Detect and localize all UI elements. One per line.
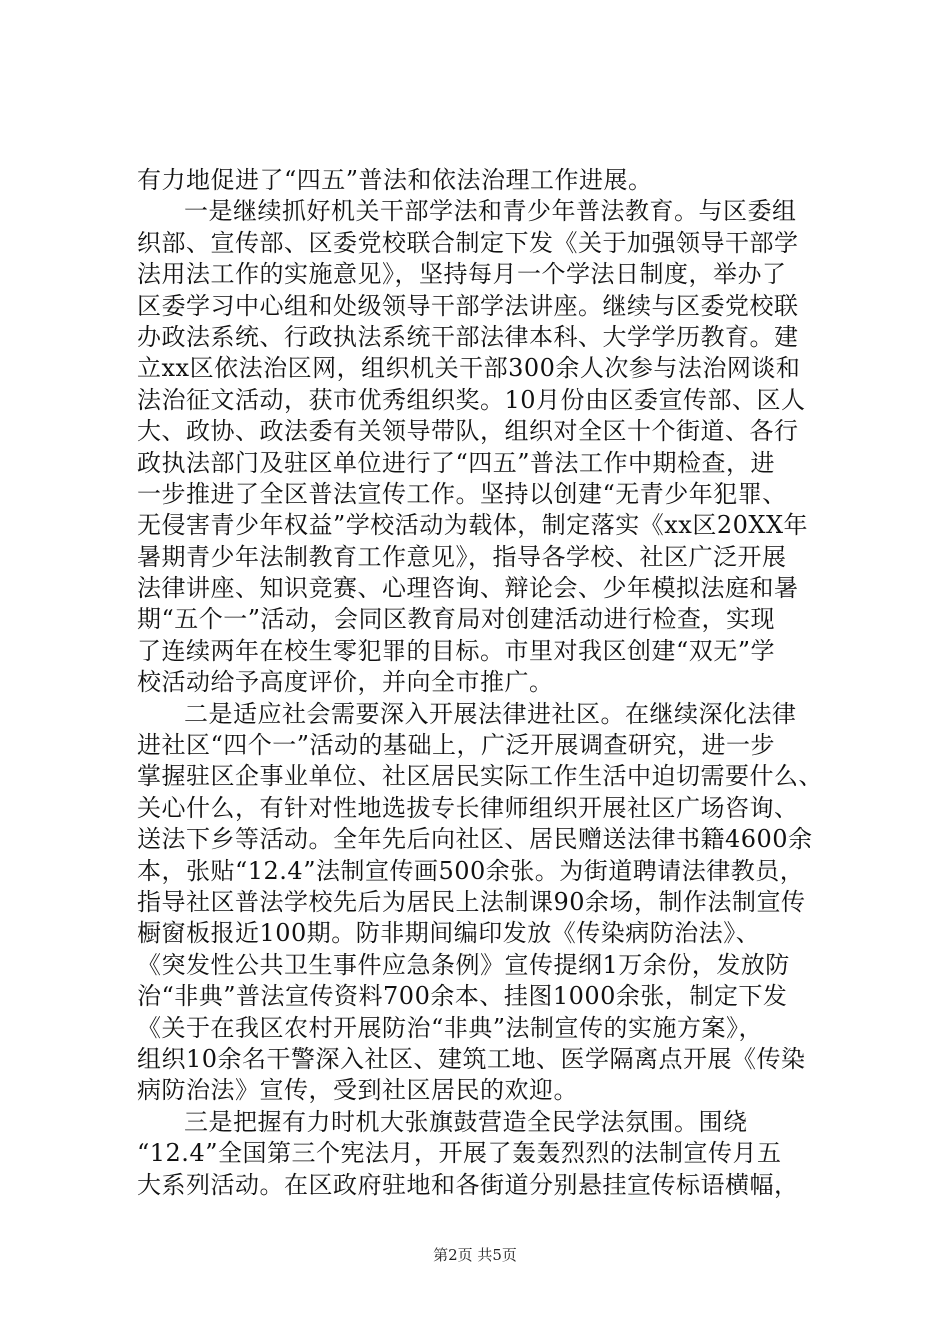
text-line: 法治征文活动，获市优秀组织奖。10月份由区委宣传部、区人 bbox=[137, 385, 806, 414]
text-line: 本，张贴“12.4”法制宣传画500余张。为街道聘请法律教员， bbox=[137, 856, 805, 885]
paragraph-start-line: 二是适应社会需要深入开展法律进社区。在继续深化法律 bbox=[184, 699, 797, 728]
text-line: 《突发性公共卫生事件应急条例》宣传提纲1万余份，发放防 bbox=[137, 950, 790, 979]
text-line: 法用法工作的实施意见》，坚持每月一个学法日制度，举办了 bbox=[137, 260, 787, 289]
text-line: 《关于在我区农村开展防治“非典”法制宣传的实施方案》， bbox=[137, 1013, 764, 1042]
paragraph-start-line: 三是把握有力时机大张旗鼓营造全民学法氛围。围绕 bbox=[184, 1107, 748, 1136]
text-line: 政执法部门及驻区单位进行了“四五”普法工作中期检查，进 bbox=[137, 448, 776, 477]
text-line: 送法下乡等活动。全年先后向社区、居民赠送法律书籍4600余 bbox=[137, 825, 813, 854]
text-line: 指导社区普法学校先后为居民上法制课90余场，制作法制宣传 bbox=[137, 887, 806, 916]
text-line: 无侵害青少年权益”学校活动为载体，制定落实《xx区20XX年 bbox=[137, 511, 809, 540]
text-line: 暑期青少年法制教育工作意见》，指导各学校、社区广泛开展 bbox=[137, 542, 787, 571]
text-line: 校活动给予高度评价，并向全市推广。 bbox=[137, 668, 554, 697]
text-line: 关心什么，有针对性地选拔专长律师组织开展社区广场咨询、 bbox=[137, 793, 799, 822]
text-line: 组织10余名干警深入社区、建筑工地、医学隔离点开展《传染 bbox=[137, 1044, 806, 1073]
body-text bbox=[137, 165, 837, 1201]
page-number-footer: 第2页 共5页 bbox=[433, 1246, 517, 1264]
text-line: 大系列活动。在区政府驻地和各街道分别悬挂宣传标语横幅， bbox=[137, 1170, 799, 1199]
text-line: 了连续两年在校生零犯罪的目标。市里对我区创建“双无”学 bbox=[137, 636, 776, 665]
text-line: 织部、宣传部、区委党校联合制定下发《关于加强领导干部学 bbox=[137, 228, 799, 257]
paragraph-start-line: 一是继续抓好机关干部学法和青少年普法教育。与区委组 bbox=[184, 197, 797, 226]
text-line: 治“非典”普法宣传资料700余本、挂图1000余张，制定下发 bbox=[137, 982, 788, 1011]
text-line: 大、政协、政法委有关领导带队，组织对全区十个街道、各行 bbox=[137, 417, 799, 446]
text-line: 办政法系统、行政执法系统干部法律本科、大学学历教育。建 bbox=[137, 322, 799, 351]
text-line: 期“五个一”活动，会同区教育局对创建活动进行检查，实现 bbox=[137, 605, 776, 634]
text-line: 区委学习中心组和处级领导干部学法讲座。继续与区委党校联 bbox=[137, 291, 799, 320]
text-line: 一步推进了全区普法宣传工作。坚持以创建“无青少年犯罪、 bbox=[137, 479, 787, 508]
text-line: 立xx区依法治区网，组织机关干部300余人次参与法治网谈和 bbox=[137, 354, 801, 383]
text-line: “12.4”全国第三个宪法月，开展了轰轰烈烈的法制宣传月五 bbox=[137, 1139, 782, 1168]
text-line: 法律讲座、知识竞赛、心理咨询、辩论会、少年模拟法庭和暑 bbox=[137, 574, 799, 603]
text-line: 病防治法》宣传，受到社区居民的欢迎。 bbox=[137, 1076, 578, 1105]
text-line: 橱窗板报近100期。防非期间编印发放《传染病防治法》、 bbox=[137, 919, 761, 948]
text-line: 有力地促进了“四五”普法和依法治理工作进展。 bbox=[137, 166, 653, 194]
text-line: 掌握驻区企事业单位、社区居民实际工作生活中迫切需要什么、 bbox=[137, 762, 823, 791]
text-line: 进社区“四个一”活动的基础上，广泛开展调查研究，进一步 bbox=[137, 731, 776, 760]
